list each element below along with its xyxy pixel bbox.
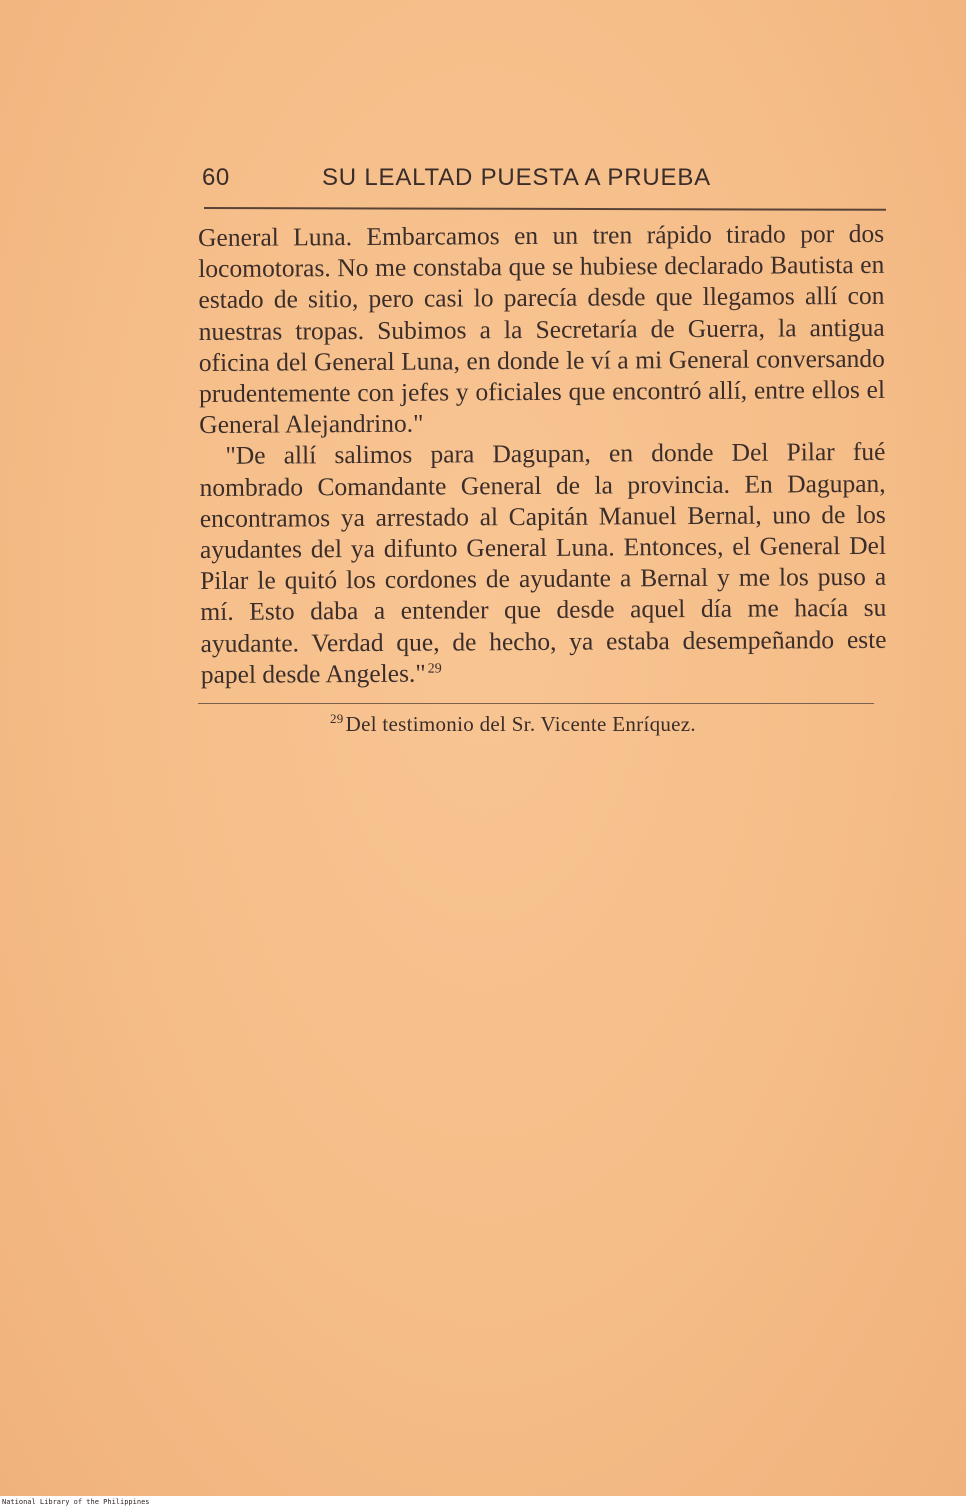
footnote-text: Del testimonio del Sr. Vicente Enríquez. [345, 712, 696, 736]
paragraph-2-text: "De allí salimos para Dagupan, en donde Del Pilar fué nombrado Comandante General de la provincia. En Dagupan, encontramos ya arrestado al Capitán Manuel Bernal, uno de los ayudantes del ya difunto General Luna. Entonces, el General Del Pilar le quitó los cordones de ayudante a Bernal y me los puso a mí. Esto daba a entender que desde aquel día me hacía su ayudante. Verdad que, de hecho, ya estaba desempeñando este papel desde Angeles." [199, 437, 887, 689]
paragraph-2 [199, 436, 887, 690]
footnote [330, 710, 870, 738]
body-text [198, 218, 887, 690]
paragraph-1: General Luna. Embarcamos en un tren rápido tirado por dos locomotoras. No me constaba que se hubiese declarado Bautista en estado de sitio, pero casi lo parecía desde que llegamos allí con nuestras tropas. Subimos a la Secretaría de Guerra, la antigua oficina del General Luna, en donde le ví a mi General conversando prudentemente con jefes y oficiales que encontró allí, entre ellos el General Alejandrino." [198, 218, 886, 440]
footnote-reference: 29 [427, 661, 442, 677]
footnote-rule [198, 703, 874, 704]
library-credit: National Library of the Philippines [2, 1498, 150, 1506]
page-header [202, 160, 886, 204]
header-rule [204, 207, 886, 211]
running-title: SU LEALTAD PUESTA A PRUEBA [322, 164, 711, 191]
page-number: 60 [202, 164, 230, 191]
footnote-mark: 29 [330, 711, 344, 726]
